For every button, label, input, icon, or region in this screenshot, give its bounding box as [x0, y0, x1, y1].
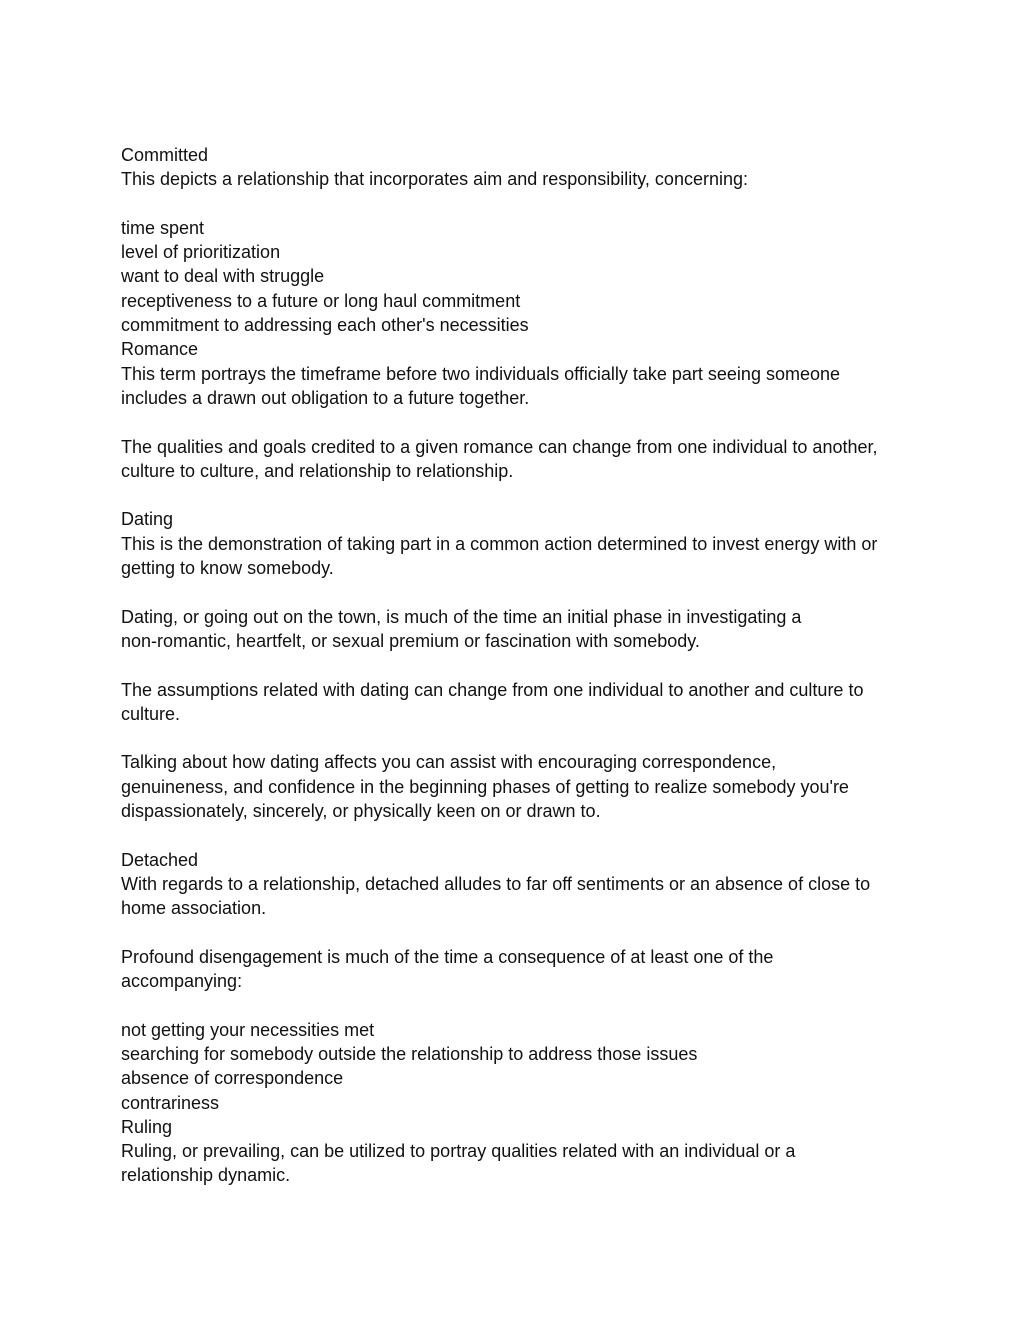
paragraph-line: With regards to a relationship, detached alludes to far off sentiments or an absence of close to — [121, 873, 871, 894]
paragraph-spacer — [121, 410, 911, 434]
paragraph-spacer — [121, 192, 911, 216]
section-heading-ruling: Ruling — [121, 1116, 173, 1137]
paragraph-spacer — [121, 823, 911, 847]
paragraph-line: relationship dynamic. — [121, 1165, 291, 1186]
list-item: receptiveness to a future or long haul commitment — [121, 290, 521, 311]
paragraph-line: The assumptions related with dating can change from one individual to another and culture to — [121, 679, 864, 700]
paragraph-line: getting to know somebody. — [121, 558, 334, 579]
paragraph-line: Profound disengagement is much of the time a consequence of at least one of the — [121, 946, 774, 967]
list-item: time spent — [121, 217, 205, 238]
list-item: want to deal with struggle — [121, 266, 325, 287]
paragraph-spacer — [121, 726, 911, 750]
list-item: searching for somebody outside the relationship to address those issues — [121, 1043, 698, 1064]
paragraph-line: Ruling, or prevailing, can be utilized to portray qualities related with an individual or a — [121, 1141, 796, 1162]
paragraph-line: non-romantic, heartfelt, or sexual premium or fascination with somebody. — [121, 630, 700, 651]
paragraph-spacer — [121, 921, 911, 945]
section-heading-romance: Romance — [121, 339, 199, 360]
paragraph-line: accompanying: — [121, 971, 243, 992]
paragraph-spacer — [121, 993, 911, 1017]
paragraph-line: Talking about how dating affects you can assist with encouraging correspondence, — [121, 752, 777, 773]
paragraph-line: This term portrays the timeframe before two individuals officially take part seeing someone — [121, 363, 840, 384]
paragraph-spacer — [121, 653, 911, 677]
paragraph-line: dispassionately, sincerely, or physically keen on or drawn to. — [121, 801, 601, 822]
list-item: not getting your necessities met — [121, 1019, 375, 1040]
paragraph-line: includes a drawn out obligation to a future together. — [121, 387, 530, 408]
paragraph-line: culture to culture, and relationship to relationship. — [121, 460, 514, 481]
list-item: contrariness — [121, 1092, 220, 1113]
paragraph-line: culture. — [121, 703, 181, 724]
section-heading-committed: Committed — [121, 145, 209, 165]
paragraph-line: This is the demonstration of taking part in a common action determined to invest energy with or — [121, 533, 878, 554]
paragraph-spacer — [121, 580, 911, 604]
list-item: absence of correspondence — [121, 1068, 344, 1089]
paragraph-line: This depicts a relationship that incorporates aim and responsibility, concerning: — [121, 169, 748, 190]
section-heading-detached: Detached — [121, 849, 199, 870]
paragraph-line: The qualities and goals credited to a given romance can change from one individual to another, — [121, 436, 878, 457]
section-heading-dating: Dating — [121, 509, 174, 530]
paragraph-spacer — [121, 483, 911, 507]
list-item: level of prioritization — [121, 242, 281, 263]
paragraph-line: genuineness, and confidence in the beginning phases of getting to realize somebody you're — [121, 776, 849, 797]
list-item: commitment to addressing each other's necessities — [121, 315, 529, 336]
paragraph-line: home association. — [121, 898, 267, 919]
document-body — [121, 143, 911, 1188]
paragraph-line: Dating, or going out on the town, is much of the time an initial phase in investigating a — [121, 606, 802, 627]
